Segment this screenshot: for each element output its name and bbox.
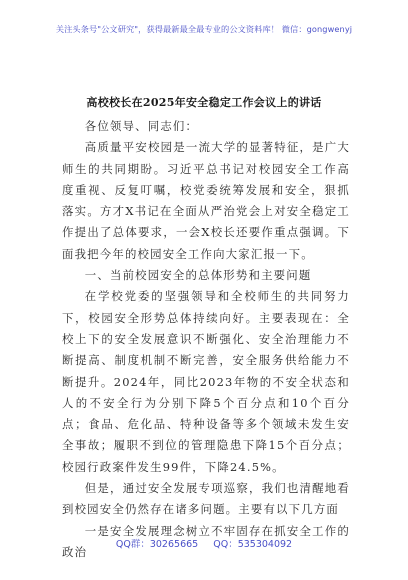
document-title: 高校校长在2025年安全稳定工作会议上的讲话: [86, 96, 322, 109]
paragraph-intro: 高质量平安校园是一流大学的显著特征，是广大师生的共同期盼。习近平总书记对校园安全工作高度重视、反复叮嘱，校党委统筹发展和安全，狠抓落实。方才X书记在全面从严治党会上对安全稳定工作提出了总体要求，一会X校长还要作重点强调。下面我把今年的校园安全工作向大家汇报一下。: [62, 140, 350, 261]
document-body: [62, 116, 350, 563]
paragraph-situation: 在学校党委的坚强领导和全校师生的共同努力下，校园安全形势总体持续向好。主要表现在：全校上下的安全发展意识不断强化、安全治理能力不断提高、制度机制不断完善，安全服务供给能力不断提升。2024年，同比2023年物的不安全状态和人的不安全行为分别下降5个百分点和10个百分点；食品、危化品、特种设备等多个领域未发生安全事故；履职不到位的管理隐患下降15个百分点；校园行政案件发生99件，下降24.5%。: [62, 289, 350, 474]
paragraph-problems: 但是，通过安全发展专项巡察，我们也清醒地看到校园安全仍然存在诸多问题。主要有以下几方面: [62, 481, 350, 517]
promo-banner: 关注头条号"公文研究"，获得最新最全最专业的公文资料库！ 微信：gongwenyj: [55, 24, 353, 34]
footer-contact: [0, 536, 408, 550]
qq-group-number: QQ群：30265665: [115, 539, 199, 550]
qq-number: QQ：535304092: [213, 539, 293, 550]
salutation: 各位领导、同志们：: [84, 119, 199, 133]
section-heading: 一、当前校园安全的总体形势和主要问题: [84, 268, 312, 283]
paragraph-point-one: 一是安全发展理念树立不牢固存在抓安全工作的政治: [62, 523, 350, 559]
